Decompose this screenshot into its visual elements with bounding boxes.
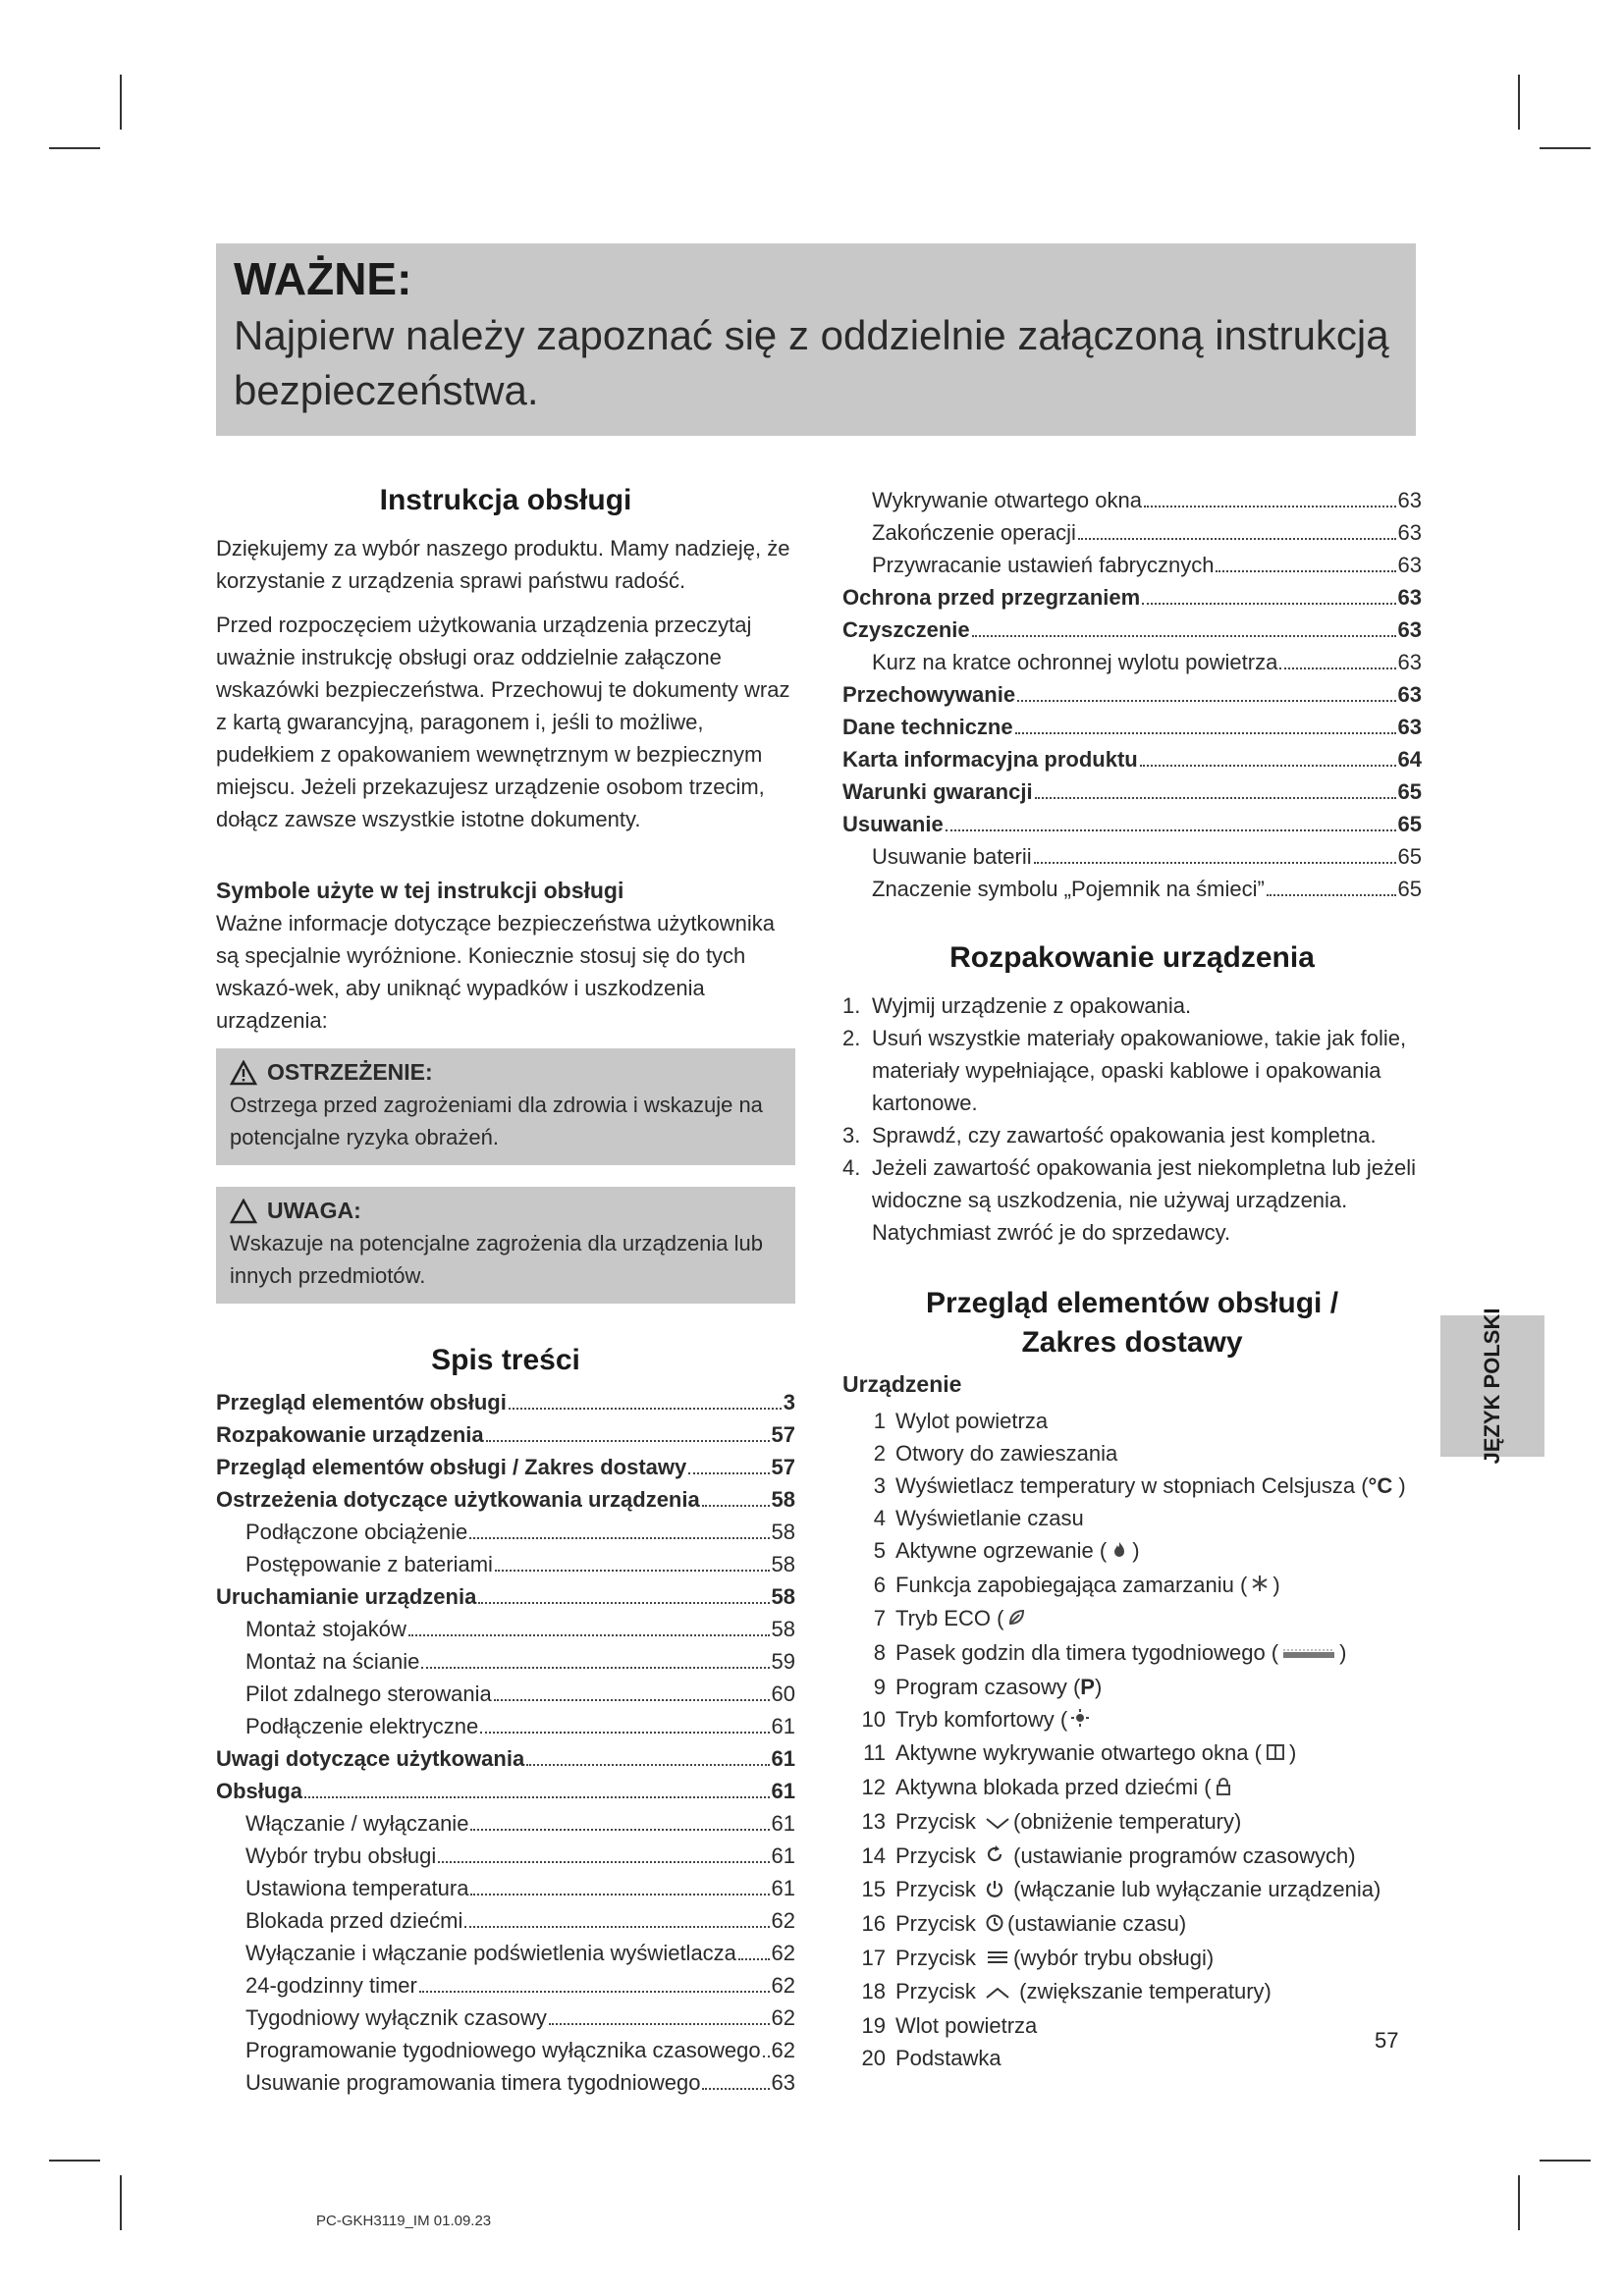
toc-entry-title: Ustawiona temperatura (245, 1876, 469, 1900)
toc-entry-page: 63 (1397, 488, 1422, 512)
toc-entry-page: 62 (771, 1941, 795, 1965)
toc-leader (1035, 797, 1396, 799)
part-item (842, 1942, 1422, 1976)
chevron-up-icon (985, 1977, 1010, 2009)
hour-bar-icon (1281, 1638, 1336, 1671)
part-text (895, 1502, 1084, 1534)
flame-icon (1110, 1536, 1129, 1569)
part-label: Tryb komfortowy ( (895, 1706, 1068, 1732)
part-text (895, 1873, 1380, 1907)
unpacking-step (842, 1151, 1422, 1249)
step-number: 3. (842, 1123, 861, 1148)
toc-leader (486, 1440, 770, 1442)
part-text (895, 1840, 1356, 1874)
toc-leader (469, 1537, 769, 1539)
part-label: Podstawka (895, 2045, 1001, 2070)
toc-entry-page: 59 (771, 1649, 795, 1674)
part-number: 13 (861, 1808, 886, 1834)
toc-leader (1279, 667, 1395, 669)
toc-entry-page: 65 (1397, 844, 1422, 869)
part-number: 11 (863, 1740, 886, 1766)
toc-leader (702, 1505, 770, 1507)
snowflake-icon (1250, 1570, 1270, 1602)
toc-entry-title: Ostrzeżenia dotyczące użytkowania urządzenia (216, 1487, 700, 1512)
toc-entry-page: 64 (1397, 747, 1422, 772)
toc-entry (216, 1451, 795, 1483)
part-label-after: (ustawianie czasu) (1007, 1910, 1187, 1936)
part-item (842, 1805, 1422, 1840)
power-icon (985, 1875, 1004, 1907)
toc-entry-title: Usuwanie baterii (872, 844, 1032, 869)
toc-entry-title: Blokada przed dziećmi (245, 1908, 463, 1933)
part-label: Funkcja zapobiegająca zamarzaniu ( (895, 1572, 1248, 1597)
toc-leader (478, 1602, 769, 1604)
part-label: Wyświetlacz temperatury w stopniach Celsjusza ( (895, 1473, 1369, 1498)
part-number: 19 (861, 2012, 886, 2038)
part-item (842, 1636, 1422, 1671)
toc-leader (1140, 765, 1396, 767)
toc-leader (464, 1926, 769, 1928)
part-text (895, 1569, 1280, 1603)
part-text (895, 2042, 1001, 2074)
toc-entry (216, 2066, 795, 2099)
toc-entry (842, 581, 1422, 614)
chevron-down-icon (985, 1807, 1010, 1840)
unpacking-step (842, 989, 1422, 1022)
part-label: Pasek godzin dla timera tygodniowego ( (895, 1640, 1279, 1666)
part-label-after: (włączanie lub wyłączanie urządzenia) (1007, 1877, 1381, 1902)
part-label: Przycisk (895, 1945, 982, 1970)
toc-entry-title: Ochrona przed przegrzaniem (842, 585, 1141, 610)
toc-entry-page: 58 (771, 1520, 795, 1544)
toc-entry-title: Montaż na ścianie (245, 1649, 420, 1674)
banner-subtitle-line1: Najpierw należy zapoznać się z oddzielnie załączoną instrukcją (234, 312, 1389, 358)
toc-entry-page: 63 (1397, 585, 1422, 610)
toc-title: Spis treści (431, 1344, 580, 1376)
toc-leader (763, 2056, 770, 2057)
toc-entry (842, 484, 1422, 516)
part-number: 2 (873, 1441, 886, 1466)
toc-entry (216, 1645, 795, 1678)
warning-title: OSTRZEŻENIE: (267, 1059, 433, 1085)
toc-leader (972, 635, 1396, 637)
toc-entry-page: 58 (771, 1584, 795, 1609)
crop-mark (1540, 2160, 1591, 2162)
toc-entry-page: 58 (771, 1487, 795, 1512)
toc-leader (304, 1796, 770, 1798)
toc-entry-title: Dane techniczne (842, 715, 1013, 739)
crop-mark (1518, 2175, 1520, 2230)
part-label-after: ) (1094, 1674, 1103, 1699)
part-number: 6 (873, 1572, 886, 1597)
part-label-after: ) (1272, 1572, 1280, 1597)
unpacking-title: Rozpakowanie urządzenia (949, 941, 1315, 974)
part-symbol: P (1080, 1674, 1095, 1699)
symbols-heading: Symbole użyte w tej instrukcji obsługi (216, 878, 624, 903)
part-item (842, 2042, 1422, 2074)
toc-entry-page: 62 (771, 1908, 795, 1933)
part-label: Program czasowy ( (895, 1674, 1081, 1699)
manual-read-first: Przed rozpoczęciem użytkowania urządzenia przeczytaj uważnie instrukcję obsługi oraz oddzielnie załączone wskazówki bezpieczeństwa. Przechowuj te dokumenty wraz z kartą gwarancyjną, paragonem i, jeśli to możliwe, pudełkiem z opakowaniem wewnętrznym w bezpiecznym miejscu. Jeżeli przekazujesz urządzenie osobom trzecim, dołącz zawsze wszystkie istotne dokumenty. (216, 613, 790, 831)
toc-entry (842, 516, 1422, 549)
part-label-after: (wybór trybu obsługi) (1013, 1945, 1215, 1970)
caution-title: UWAGA: (267, 1198, 361, 1223)
part-number: 9 (873, 1674, 886, 1699)
warning-box (216, 1048, 795, 1165)
toc-entry-page: 58 (771, 1617, 795, 1641)
mode-icon (985, 1943, 1010, 1975)
part-item (842, 1534, 1422, 1569)
toc-leader (1015, 732, 1396, 734)
toc-entry (216, 1386, 795, 1418)
language-tab-label: JĘZYK POLSKI (1480, 1308, 1504, 1465)
part-text (895, 1907, 1186, 1942)
toc-entry-title: Podłączenie elektryczne (245, 1714, 479, 1738)
part-symbol: °C (1368, 1473, 1393, 1498)
toc-entry-title: Montaż stojaków (245, 1617, 406, 1641)
left-column (216, 481, 795, 2099)
part-label: Otwory do zawieszania (895, 1441, 1118, 1466)
part-number: 1 (873, 1409, 886, 1433)
toc-entry-page: 61 (771, 1714, 795, 1738)
part-text (895, 1771, 1235, 1805)
part-text (895, 1636, 1346, 1671)
eco-leaf-icon (1006, 1604, 1026, 1636)
toc-entry-title: Podłączone obciążenie (245, 1520, 468, 1544)
crop-mark (1540, 147, 1591, 149)
toc-leader (470, 1829, 769, 1831)
toc-entry-title: Uruchamianie urządzenia (216, 1584, 477, 1609)
toc-entry-page: 65 (1397, 812, 1422, 836)
toc-entry (216, 1548, 795, 1580)
toc-leader (421, 1667, 769, 1669)
part-item (842, 1907, 1422, 1942)
part-text (895, 1736, 1296, 1771)
toc-leader (480, 1732, 769, 1734)
toc-entry-title: Usuwanie programowania timera tygodniowego (245, 2070, 701, 2095)
part-text (895, 1602, 1029, 1636)
part-item (842, 1502, 1422, 1534)
part-text (895, 1805, 1241, 1840)
toc-entry-page: 61 (771, 1876, 795, 1900)
toc-entry-title: Postępowanie z bateriami (245, 1552, 493, 1576)
toc-entry (216, 1742, 795, 1775)
step-number: 4. (842, 1155, 861, 1180)
device-heading: Urządzenie (842, 1371, 962, 1397)
toc-entry-title: Tygodniowy wyłącznik czasowy (245, 2005, 547, 2030)
toc-entry-title: Kurz na kratce ochronnej wylotu powietrza (872, 650, 1278, 674)
symbols-text: Ważne informacje dotyczące bezpieczeństwa użytkownika są specjalnie wyróżnione. Koniecznie stosuj się do tych wskazó-wek, aby uniknąć wypadków i uszkodzenia urządzenia: (216, 911, 776, 1033)
language-tab (1440, 1308, 1544, 1465)
crop-mark (49, 2160, 100, 2162)
toc-entry (216, 1418, 795, 1451)
toc-entry-title: Wykrywanie otwartego okna (872, 488, 1142, 512)
toc-entry-title: Wyłączanie i włączanie podświetlenia wyświetlacza (245, 1941, 736, 1965)
toc-leader (1034, 862, 1396, 864)
toc-entry (842, 808, 1422, 840)
part-number: 7 (873, 1606, 886, 1631)
toc-entry-title: Programowanie tygodniowego wyłącznika czasowego (245, 2038, 761, 2062)
part-text (895, 1975, 1272, 2009)
step-text: Sprawdź, czy zawartość opakowania jest kompletna. (872, 1123, 1377, 1148)
toc-entry (842, 840, 1422, 873)
toc-leader (438, 1861, 769, 1863)
part-number: 15 (861, 1877, 886, 1902)
toc-leader (1216, 570, 1395, 572)
part-label: Przycisk (895, 1910, 982, 1936)
part-item (842, 1703, 1422, 1737)
toc-leader (738, 1958, 770, 1960)
toc-entry-page: 65 (1397, 877, 1422, 901)
toc-entry-page: 57 (771, 1422, 795, 1447)
warning-triangle-icon (230, 1060, 257, 1086)
part-item (842, 1975, 1422, 2009)
toc-entry-page: 61 (771, 1746, 795, 1771)
toc-entry-page: 60 (771, 1682, 795, 1706)
part-item (842, 2009, 1422, 2042)
caution-box (216, 1187, 795, 1304)
unpacking-step (842, 1119, 1422, 1151)
part-number: 4 (873, 1506, 886, 1530)
right-column (842, 484, 1422, 2074)
toc-entry-page: 57 (771, 1455, 795, 1479)
part-item (842, 1671, 1422, 1703)
toc-entry-page: 65 (1397, 779, 1422, 804)
toc-entry (842, 775, 1422, 808)
step-number: 1. (842, 993, 861, 1018)
toc-entry (216, 1710, 795, 1742)
toc-entry (216, 1937, 795, 1969)
toc-entry (216, 1969, 795, 2002)
toc-leader (1267, 894, 1396, 896)
part-label-after: (obniżenie temperatury) (1013, 1808, 1242, 1834)
toc-entry-title: Włączanie / wyłączanie (245, 1811, 469, 1836)
part-item (842, 1569, 1422, 1603)
part-item (842, 1469, 1422, 1502)
part-text (895, 1942, 1214, 1976)
part-number: 16 (861, 1910, 886, 1936)
part-item (842, 1736, 1422, 1771)
part-label: Przycisk (895, 1842, 982, 1868)
part-item (842, 1771, 1422, 1805)
cycle-icon (985, 1841, 1004, 1873)
part-text (895, 1469, 1406, 1502)
unpacking-step (842, 1022, 1422, 1119)
part-label: Aktywna blokada przed dziećmi ( (895, 1775, 1212, 1800)
important-banner (216, 243, 1416, 436)
toc-entry-page: 58 (771, 1552, 795, 1576)
toc-entry-title: Znaczenie symbolu „Pojemnik na śmieci” (872, 877, 1265, 901)
part-number: 14 (861, 1842, 886, 1868)
part-label: Tryb ECO ( (895, 1606, 1004, 1631)
part-item (842, 1405, 1422, 1437)
toc-entry-page: 63 (1397, 617, 1422, 642)
crop-mark (1518, 75, 1520, 130)
toc-entry-title: Rozpakowanie urządzenia (216, 1422, 484, 1447)
toc-leader (1078, 538, 1396, 540)
toc-entry (216, 1678, 795, 1710)
page-number: 57 (1375, 2028, 1399, 2053)
banner-subtitle-line2: bezpieczeństwa. (234, 367, 539, 413)
part-number: 3 (873, 1473, 886, 1498)
toc-entry (842, 549, 1422, 581)
toc-leader (702, 2088, 769, 2090)
manual-intro: Dziękujemy za wybór naszego produktu. Mamy nadzieję, że korzystanie z urządzenia sprawi państwu radość. (216, 536, 790, 593)
part-text (895, 1534, 1140, 1569)
part-text (895, 1671, 1102, 1703)
toc-entry (216, 2002, 795, 2034)
caution-text: Wskazuje na potencjalne zagrożenia dla urządzenia lub innych przedmiotów. (230, 1231, 764, 1288)
toc-entry-title: Wybór trybu obsługi (245, 1843, 437, 1868)
part-text (895, 1703, 1093, 1737)
toc-entry-title: Przywracanie ustawień fabrycznych (872, 553, 1215, 577)
part-number: 5 (873, 1538, 886, 1563)
toc-entry-title: Warunki gwarancji (842, 779, 1033, 804)
toc-leader (549, 2023, 770, 2025)
step-number: 2. (842, 1026, 861, 1050)
part-label-after: ) (1288, 1740, 1297, 1766)
part-number: 18 (861, 1979, 886, 2004)
part-item (842, 1873, 1422, 1907)
toc-entry-title: Przechowywanie (842, 682, 1016, 707)
window-icon (1265, 1738, 1286, 1771)
overview-title-line1: Przegląd elementów obsługi / (925, 1287, 1339, 1319)
toc-leader (526, 1764, 769, 1766)
toc-entry (842, 711, 1422, 743)
toc-entry (216, 1872, 795, 1904)
lock-icon (1215, 1773, 1232, 1805)
crop-mark (49, 147, 100, 149)
toc-entry-title: Obsługa (216, 1779, 303, 1803)
toc-entry-page: 61 (771, 1811, 795, 1836)
part-item (842, 1602, 1422, 1636)
toc-entry-title: 24-godzinny timer (245, 1973, 417, 1998)
banner-title: WAŻNE: (234, 253, 412, 304)
toc-entry-title: Zakończenie operacji (872, 520, 1076, 545)
toc-entry-page: 62 (771, 1973, 795, 1998)
part-item (842, 1437, 1422, 1469)
toc-entry-page: 63 (1397, 553, 1422, 577)
toc-entry (216, 1516, 795, 1548)
toc-entry-title: Karta informacyjna produktu (842, 747, 1138, 772)
toc-leader (1017, 700, 1395, 702)
toc-leader (509, 1408, 782, 1410)
part-label: Wylot powietrza (895, 1409, 1049, 1433)
toc-leader (1142, 603, 1395, 605)
part-number: 10 (861, 1706, 886, 1732)
toc-entry (216, 1483, 795, 1516)
toc-entry-page: 62 (771, 2005, 795, 2030)
parts-list (842, 1405, 1422, 2074)
toc-entry-title: Czyszczenie (842, 617, 970, 642)
part-number: 20 (861, 2045, 886, 2070)
toc-entry (216, 1807, 795, 1840)
toc-entry (842, 646, 1422, 678)
unpacking-steps (842, 989, 1422, 1249)
toc-leader (1144, 506, 1396, 507)
footer-code: PC-GKH3119_IM 01.09.23 (316, 2213, 492, 2229)
part-text (895, 1437, 1117, 1469)
toc-entry (842, 678, 1422, 711)
part-label-after: ) (1339, 1640, 1347, 1666)
toc-right-list (842, 484, 1422, 905)
toc-leader (408, 1634, 770, 1636)
toc-entry-page: 62 (771, 2038, 795, 2062)
toc-entry (216, 1775, 795, 1807)
step-text: Jeżeli zawartość opakowania jest niekompletna lub jeżeli widoczne są uszkodzenia, nie używaj urządzenia. Natychmiast zwróć je do sprzedawcy. (872, 1155, 1416, 1245)
step-text: Wyjmij urządzenie z opakowania. (872, 993, 1192, 1018)
part-text (895, 1405, 1048, 1437)
toc-leader (946, 829, 1396, 831)
toc-entry-page: 63 (771, 2070, 795, 2095)
part-label: Przycisk (895, 1979, 982, 2004)
crop-mark (120, 2175, 122, 2230)
toc-entry-title: Usuwanie (842, 812, 944, 836)
toc-entry-page: 63 (1397, 715, 1422, 739)
toc-entry-title: Przegląd elementów obsługi / Zakres dostawy (216, 1455, 687, 1479)
part-label-after: (zwiększanie temperatury) (1013, 1979, 1272, 2004)
sun-icon (1070, 1704, 1090, 1736)
toc-left-list (216, 1386, 795, 2099)
toc-entry-title: Uwagi dotyczące użytkowania (216, 1746, 525, 1771)
part-number: 8 (873, 1640, 886, 1666)
part-number: 12 (861, 1775, 886, 1800)
part-number: 17 (861, 1945, 886, 1970)
toc-entry-page: 61 (771, 1843, 795, 1868)
part-label: Wyświetlanie czasu (895, 1506, 1084, 1530)
toc-entry (842, 743, 1422, 775)
toc-entry-title: Pilot zdalnego sterowania (245, 1682, 492, 1706)
toc-entry (842, 873, 1422, 905)
toc-leader (495, 1570, 770, 1572)
warning-text: Ostrzega przed zagrożeniami dla zdrowia i wskazuje na potencjalne ryzyka obrażeń. (230, 1093, 763, 1149)
part-text (895, 2009, 1037, 2042)
manual-title: Instrukcja obsługi (379, 484, 632, 516)
caution-triangle-icon (230, 1199, 257, 1224)
crop-mark (120, 75, 122, 130)
part-label: Wlot powietrza (895, 2012, 1038, 2038)
toc-leader (494, 1699, 770, 1701)
toc-entry (216, 1840, 795, 1872)
toc-entry (216, 1580, 795, 1613)
toc-leader (419, 1991, 770, 1993)
toc-entry-page: 61 (771, 1779, 795, 1803)
toc-entry-page: 63 (1397, 650, 1422, 674)
part-label-after: ) (1132, 1538, 1140, 1563)
toc-entry (842, 614, 1422, 646)
step-text: Usuń wszystkie materiały opakowaniowe, takie jak folie, materiały wypełniające, opaski kablowe i opakowania kartonowe. (872, 1026, 1407, 1115)
part-label: Aktywne wykrywanie otwartego okna ( (895, 1740, 1262, 1766)
toc-entry (216, 1613, 795, 1645)
part-label: Przycisk (895, 1877, 982, 1902)
toc-entry (216, 1904, 795, 1937)
toc-entry (216, 2034, 795, 2066)
clock-icon (985, 1909, 1004, 1942)
part-item (842, 1840, 1422, 1874)
toc-entry-page: 63 (1397, 520, 1422, 545)
toc-entry-title: Przegląd elementów obsługi (216, 1390, 507, 1415)
part-label: Przycisk (895, 1808, 982, 1834)
part-label: Aktywne ogrzewanie ( (895, 1538, 1108, 1563)
toc-leader (470, 1894, 769, 1896)
part-label-after: (ustawianie programów czasowych) (1007, 1842, 1356, 1868)
toc-leader (688, 1472, 769, 1474)
part-label-after: ) (1392, 1473, 1406, 1498)
overview-title-line2: Zakres dostawy (1021, 1326, 1243, 1359)
toc-entry-page: 63 (1397, 682, 1422, 707)
toc-entry-page: 3 (783, 1390, 795, 1415)
